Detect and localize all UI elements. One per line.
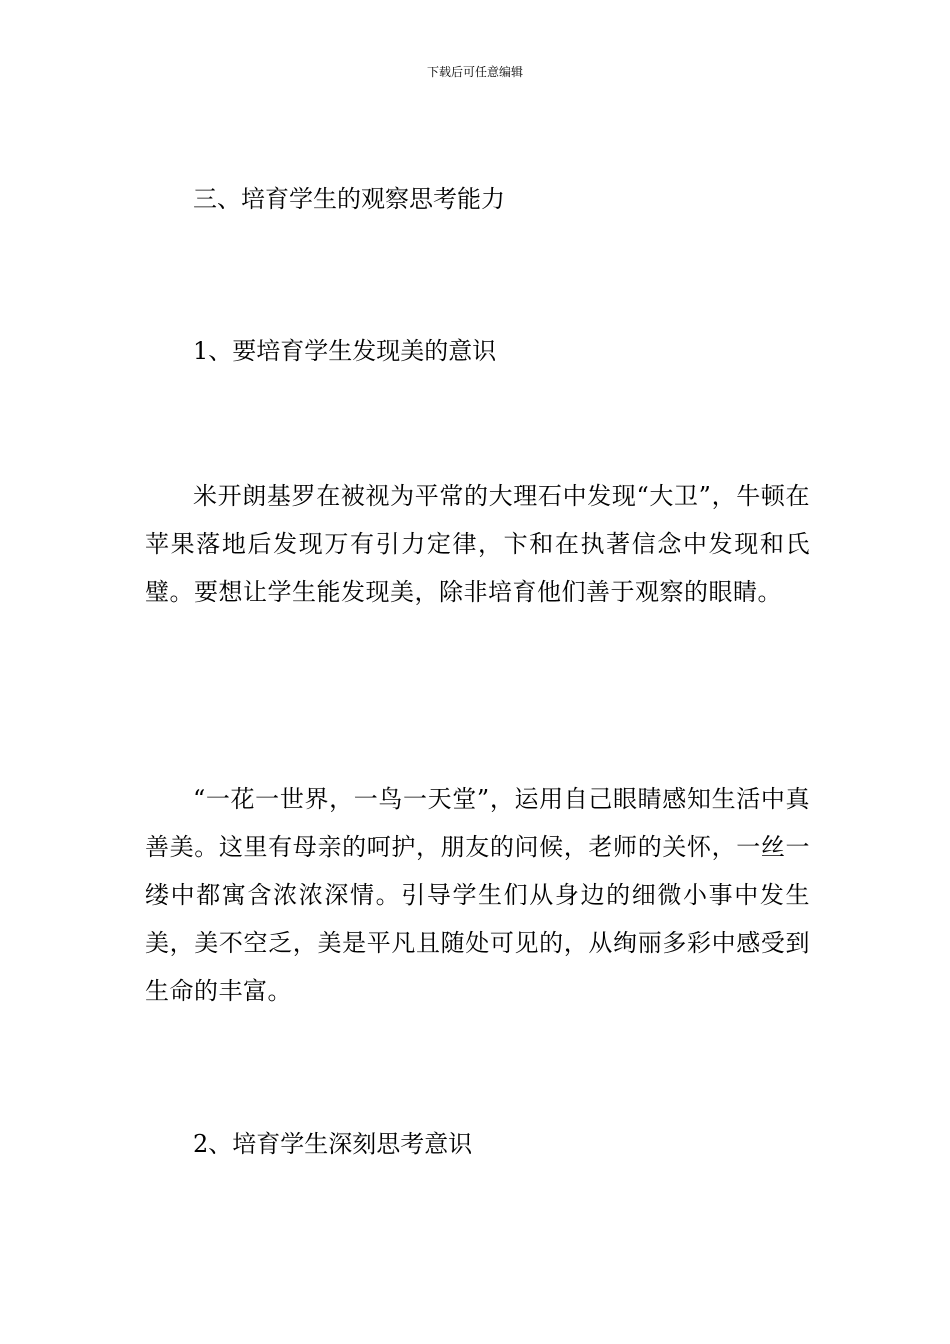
subheading-2: 2、培育学生深刻思考意识 [193, 1130, 473, 1158]
paragraph-2: “一花一世界，一鸟一天堂”，运用自己眼睛感知生活中真善美。这里有母亲的呵护，朋友的问候，老师的关怀，一丝一缕中都寓含浓浓深情。引导学生们从身边的细微小事中发生美，美不空乏，美是平凡且随处可见的，从绚丽多彩中感受到生命的丰富。 [145, 785, 810, 1005]
page-header-note: 下载后可任意编辑 [426, 65, 523, 79]
paragraph-1: 米开朗基罗在被视为平常的大理石中发现“大卫”，牛顿在苹果落地后发现万有引力定律，卞和在执著信念中发现和氏璧。要想让学生能发现美，除非培育他们善于观察的眼睛。 [145, 482, 810, 606]
section-heading: 三、培育学生的观察思考能力 [193, 185, 505, 213]
subheading-1: 1、要培育学生发现美的意识 [193, 337, 497, 365]
